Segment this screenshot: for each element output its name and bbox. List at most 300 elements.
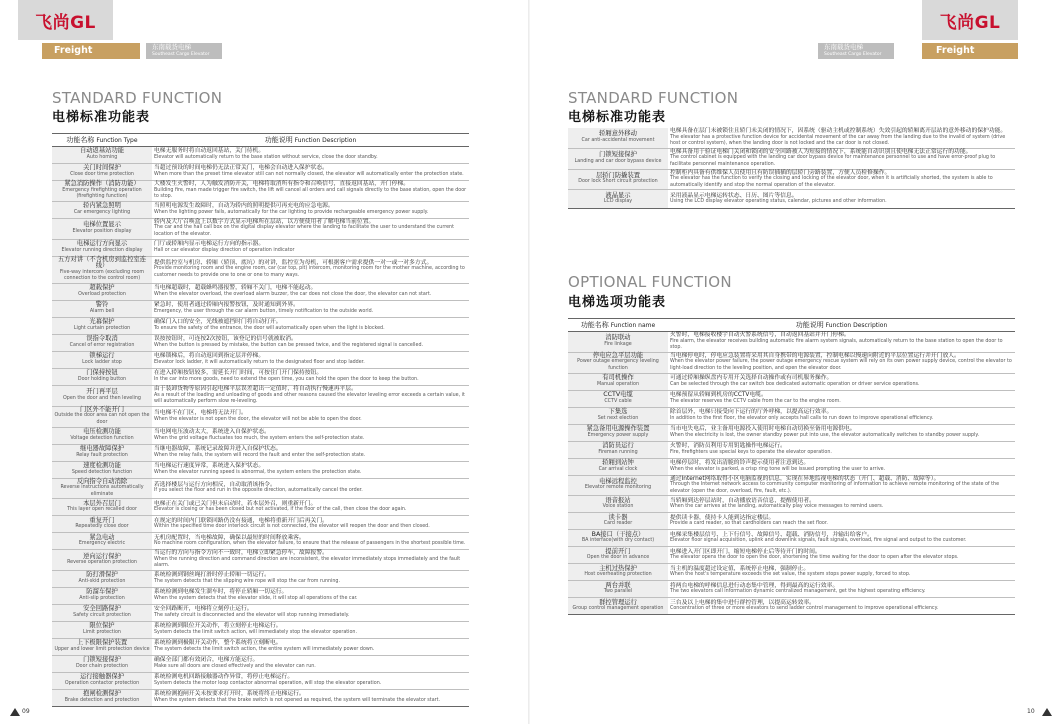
function-desc-cn: 系统检测到电梯发生溜车时，将停止轿厢一切运行。 — [154, 589, 288, 596]
table-row — [568, 407, 1015, 424]
function-name-en: Fireman running — [598, 449, 638, 455]
function-desc-en: Elevator lock ladder, it will automatically return to the designated floor and stop ladder. — [154, 359, 365, 365]
function-desc-cn: 当轿厢到达停层站时，自动播放语音信息，提醒使用者。 — [670, 497, 815, 504]
function-name-cn: 紧急备用电源操作装置 — [586, 424, 650, 432]
function-name-cn: 开门再平层 — [86, 388, 118, 396]
function-desc-cn: 电梯正在关门或已关门但未启动时，若本层外召，则重新开门。 — [154, 500, 317, 507]
function-name-cn: 提前开门 — [605, 547, 631, 555]
function-name-cell — [52, 461, 152, 478]
function-name-cell — [52, 368, 152, 385]
function-name-en: Lock ladder stop — [82, 359, 122, 365]
function-desc-cn: 系统检测到极限开关动作，整个系统将立刻断电。 — [154, 640, 282, 647]
function-name-en: Speed detection function — [71, 469, 133, 475]
function-desc-cn: 系统检测电机回路接触器动作异常，将停止电梯运行。 — [154, 674, 294, 681]
table-row — [568, 598, 1015, 615]
function-desc-cn: 除首层外，电梯只接受向下运行的厅外呼梯，以提高运行效率。 — [670, 408, 833, 415]
function-name-cn: 五方对讲（不含机房到监控室连线） — [57, 255, 147, 270]
function-desc-en: Make sure all doors are closed effectively and the elevator can run. — [154, 664, 316, 670]
function-name-cell — [52, 588, 152, 605]
function-name-en: Reverse operation protection — [67, 560, 137, 566]
function-name-cn: 误指令取消 — [86, 335, 118, 343]
function-name-cn: 运行接触器保护 — [79, 673, 125, 681]
function-name-cn: 消防联动 — [605, 334, 631, 342]
function-desc-en: When the electricity is lost, the owner standby power put into use, the elevator automatically switches to standby power supply. — [670, 432, 980, 438]
function-desc-cn: 当电梯不在门区，电梯将无法开门。 — [154, 410, 247, 417]
function-name-cn: 抱闸检测保护 — [83, 690, 121, 698]
table-row — [52, 516, 469, 533]
function-desc-cell — [152, 351, 469, 368]
function-desc-cell — [668, 475, 1015, 496]
function-name-cell — [568, 530, 668, 547]
function-desc-en: In the car into more goods, need to extend the open time, you can hold the open the door to keep the button. — [154, 376, 419, 382]
function-name-cell — [568, 169, 668, 190]
function-name-cn: 警铃 — [95, 301, 109, 309]
function-desc-cell — [668, 190, 1015, 209]
function-desc-cn: 当电网电压波动太大，系统进入自保护状态。 — [154, 428, 270, 435]
function-desc-cn: 若选择楼层与运行方向相反，自动取消该指令。 — [154, 481, 276, 488]
logo-box — [922, 0, 1018, 40]
function-name-cell — [568, 598, 668, 615]
function-desc-cell — [668, 424, 1015, 441]
function-name-en: Brake detection and protection — [64, 698, 140, 704]
table-row — [52, 351, 469, 368]
series-tag-en: Southeast Cargo Elevator — [824, 52, 882, 57]
function-name-cell — [568, 564, 668, 581]
function-desc-cn: 当照明电源发生故障时，自动为轿内的照明提供可再充电的应急电源。 — [154, 203, 334, 210]
function-desc-en: When the running direction and command direction are inconsistent, the elevator immediately stops immediately and the fault alarm. — [154, 556, 461, 569]
function-desc-cn: 可通过轿厢操纵盘内专用开关选择自动操作或有司机服务操作。 — [670, 374, 833, 381]
function-name-en: Outside the door area can not open the door — [54, 413, 150, 425]
function-name-cn: 轿厢意外移动 — [599, 130, 637, 138]
table-row — [568, 513, 1015, 530]
function-name-en: Elevator position display — [72, 228, 132, 234]
function-name-cn: 电梯远程监控 — [599, 477, 637, 485]
function-name-en: Car arrival clock — [598, 466, 638, 472]
function-desc-en: When more than the preset time elevator still can not normally closed, the elevator will automatically enter the protection state. — [154, 172, 464, 177]
table-row — [568, 332, 1015, 353]
function-name-cn: 门锁短接保护 — [599, 151, 637, 159]
function-name-cell — [52, 385, 152, 406]
function-desc-cell — [668, 530, 1015, 547]
function-desc-cell — [668, 390, 1015, 407]
function-desc-en: Using the LCD display elevator operating status, calendar, pictures and other information. — [670, 199, 887, 205]
optional-function-table — [568, 318, 1015, 615]
function-desc-cn: 由于装卸货物等原因引起电梯平层误差超出一定值时，将自动执行慢速再平层。 — [154, 385, 357, 392]
function-desc-cn: 当运行的方向与指令方向不一致时，电梯立即紧急停车，故障报警。 — [154, 550, 328, 557]
function-name-en: Open the door and then leveling — [63, 395, 141, 401]
function-name-cell — [568, 424, 668, 441]
function-name-en: Landing and car door bypass device — [574, 158, 662, 164]
function-desc-cn: 当超过预设的时间电梯仍无法正常关门，电梯会自动进入保护状态。 — [154, 165, 328, 172]
standard-function-table — [52, 133, 469, 707]
table-row — [52, 605, 469, 622]
function-desc-en: When the elevator is not open the door, the elevator will not be able to open the door. — [154, 416, 362, 422]
function-desc-cell — [152, 605, 469, 622]
function-desc-en: Elevator will automatically return to the base station without service, close the door standby. — [154, 155, 378, 160]
function-desc-cell — [668, 547, 1015, 564]
function-desc-en: The safety circuit is disconnected and the elevator will stop running immediately. — [154, 613, 350, 619]
function-desc-cell — [152, 181, 469, 202]
function-desc-cn: 当电梯停电时，停电应急装置将采用其自身携带的电源装置，控制电梯以慢速向附近的平层位置运行并开门放人。 — [670, 352, 960, 359]
function-name-cell — [52, 673, 152, 690]
function-desc-cell — [152, 478, 469, 499]
function-desc-cell — [152, 690, 469, 707]
table-row — [52, 622, 469, 639]
function-desc-cn: 当继电器故障，系统记录故障并进入自保护状态。 — [154, 445, 282, 452]
table-row — [568, 564, 1015, 581]
function-name-cn: 上下极限保护装置 — [76, 639, 128, 647]
table-row — [52, 673, 469, 690]
table-row — [568, 352, 1015, 373]
table-row — [52, 639, 469, 656]
function-desc-en: Through the Internet network access to community computer monitoring of information to achieve remote monitoring of the state of the elevator (open the door, overload, fire, fault, etc.). — [670, 482, 1000, 494]
function-desc-cn: 系统检测到钢丝绳打滑时停止轿厢一切运行。 — [154, 572, 270, 579]
function-name-cell — [52, 639, 152, 656]
function-desc-en: Building fire, man made trigger fire switch, the lift will cancel all orders and call signals directly to the base station, open the door to stop. — [154, 187, 467, 200]
table-row — [568, 373, 1015, 390]
function-name-cn: BA接口（干接点） — [591, 530, 645, 538]
function-name-cn: 紧急消防操作（消防功能） — [64, 180, 140, 187]
function-desc-cn: 电梯预留从轿厢到机房的CCTV电缆。 — [670, 391, 767, 398]
function-name-en: BA interface(with dry contact) — [581, 538, 655, 544]
table-row — [52, 427, 469, 444]
table-row — [52, 444, 469, 461]
function-desc-cn: 火警时，电梯接收楼宇自动火警系统信号，自动返回基站并开门停梯。 — [670, 332, 850, 338]
function-desc-cell — [152, 368, 469, 385]
table-row — [568, 148, 1015, 169]
table-row — [568, 424, 1015, 441]
function-desc-cn: 无机房配置时，当电梯故障，确保以最短的时间释放乘客。 — [154, 534, 305, 541]
function-desc-en: When the car arrives at the landing, automatically play voice messages to remind users. — [670, 504, 884, 510]
function-name-cell — [568, 407, 668, 424]
function-name-cn: 门区外不能开门 — [79, 405, 125, 413]
table-row — [52, 533, 469, 550]
function-desc-cell — [152, 571, 469, 588]
function-name-cell — [568, 128, 668, 148]
function-name-en: Elevator remote monitoring — [584, 485, 652, 491]
function-desc-cn: 误按按钮时，可连按2次按钮，该登记的信号就被取消。 — [154, 336, 297, 343]
function-name-cell — [568, 458, 668, 475]
function-desc-en: Can be selected through the car switch box dedicated automatic operation or driver service operations. — [670, 381, 920, 387]
table-row — [568, 128, 1015, 148]
table-row — [568, 475, 1015, 496]
function-desc-en: When the button is pressed by mistake, the button can be pressed twice, and the registered signal is cancelled. — [154, 342, 424, 348]
function-name-cn: 语音报站 — [605, 496, 631, 504]
function-name-cn: 电压检测功能 — [83, 427, 121, 435]
function-name-cn: 安全回路保护 — [83, 605, 121, 613]
table-row — [52, 201, 469, 218]
function-name-en: Anti-skid protection — [78, 579, 126, 585]
table-row — [52, 256, 469, 283]
function-desc-cn: 当电梯超载时，超载蜂鸣器报警，轿厢不关门，电梯不能起动。 — [154, 285, 317, 292]
function-name-cell — [52, 334, 152, 351]
table-row — [568, 530, 1015, 547]
function-name-en: Open the door in advance — [586, 555, 650, 561]
function-desc-cell — [152, 239, 469, 256]
function-name-en: CCTV cable — [604, 398, 632, 404]
function-name-cn: 逆向运行保护 — [83, 552, 121, 560]
function-desc-cell — [152, 427, 469, 444]
function-name-en: Close door time protection — [70, 172, 134, 177]
function-name-cell — [568, 373, 668, 390]
function-name-cn: 电梯位置显示 — [83, 221, 121, 229]
table-row — [52, 499, 469, 516]
function-name-cell — [52, 444, 152, 461]
function-desc-cn: 将两台电梯的呼梯信息进行动态集中管理，得到最高的运行效率。 — [670, 582, 839, 589]
function-desc-cn: 当主机的温度超过设定值，系统停止电梯，强制停止。 — [670, 565, 810, 572]
table-row — [568, 547, 1015, 564]
function-desc-cell — [152, 588, 469, 605]
function-desc-cn: 系统检测到限位开关动作，将立刻停止电梯运行。 — [154, 623, 282, 630]
function-name-cn: 光幕保护 — [89, 318, 115, 326]
function-name-cn: 群控管理运行 — [599, 598, 637, 606]
series-tag — [818, 43, 894, 59]
function-name-cn: 本层外召层门 — [83, 499, 121, 507]
brand-logo: 飞尚GL — [939, 12, 1001, 33]
function-desc-cell — [152, 499, 469, 516]
freight-elevator-label: Freight Elevator — [42, 43, 140, 59]
function-desc-en: The elevator opens the door to open the door, shortening the time waiting for the door to open after the elevator stops. — [670, 555, 959, 561]
function-desc-cn: 安全回路断开，电梯将立刻停止运行。 — [154, 606, 253, 613]
function-desc-cell — [152, 201, 469, 218]
series-tag-cn: 东南载货电梯 — [824, 43, 863, 51]
table-row — [52, 550, 469, 571]
table-row — [568, 496, 1015, 513]
table-row — [52, 588, 469, 605]
table-row — [568, 441, 1015, 458]
optional-section-title: OPTIONAL FUNCTION — [568, 273, 732, 291]
function-name-cn: 锁梯运行 — [89, 352, 115, 360]
function-desc-en: The system detects that the slipping wire rope will stop the car from running. — [154, 579, 340, 585]
function-name-cn: 层轿门防撬装置 — [595, 171, 641, 179]
function-name-cell — [568, 148, 668, 169]
function-name-cn: 读卡器 — [608, 513, 628, 521]
col-name-header: 功能名称 Function Type — [52, 134, 152, 147]
function-desc-en: When the system detects that the elevator slide, it will stop all operations of the car. — [154, 596, 358, 602]
function-name-cn: 超载保护 — [89, 284, 115, 292]
function-desc-cn: 当市电失电后，业主备用电源投入使用时电梯自动切换至备用电源供电。 — [670, 425, 856, 432]
function-name-cn: 继电器故障保护 — [79, 444, 125, 452]
function-name-cn: 速度检测功能 — [83, 461, 121, 469]
function-name-cn: CCTV电缆 — [603, 390, 633, 398]
function-name-cell — [52, 147, 152, 164]
function-desc-cell — [668, 148, 1015, 169]
function-name-cn: 有司机操作 — [602, 373, 634, 381]
freight-elevator-label: Freight Elevator — [922, 43, 1018, 59]
table-row — [568, 458, 1015, 475]
function-desc-en: Elevator is closing or has been closed but not activated, if the floor of the call, then close the door again. — [154, 507, 407, 513]
function-desc-cell — [668, 564, 1015, 581]
table-row — [52, 478, 469, 499]
function-name-en: Door lock Short circuit protection — [578, 179, 658, 185]
function-name-en: Safety circuit protection — [73, 613, 131, 619]
function-name-cn: 门锁短接保护 — [83, 656, 121, 664]
function-desc-en: The control cabinet is equipped with the landing car door bypass device for maintenance personnel to use and have error-proof plug to facilitate personnel maintenance operation. — [670, 155, 996, 167]
function-desc-cn: 系统检测抱闸开关未按要求打开时，系统将终止电梯运行。 — [154, 691, 305, 698]
col-desc-header: 功能说明 Function Description — [668, 319, 1015, 332]
function-name-cn: 重复开门 — [89, 516, 115, 524]
table-row — [568, 581, 1015, 598]
function-name-cell — [568, 390, 668, 407]
function-name-en: Alarm bell — [89, 308, 115, 314]
function-name-en: Repeatedly close door — [75, 524, 129, 530]
function-desc-en: To ensure the safety of the entrance, the door will automatically open when the light is blocked. — [154, 325, 385, 331]
table-row — [52, 218, 469, 239]
function-name-cell — [52, 406, 152, 427]
function-desc-cell — [152, 256, 469, 283]
function-desc-cell — [152, 516, 469, 533]
table-row — [52, 283, 469, 300]
function-name-cn: 紧急电动 — [89, 533, 115, 541]
function-desc-cn: 电梯进入开门区即开门，缩短电梯停止后等待开门的时间。 — [670, 548, 821, 555]
function-name-cn: 自动返基站功能 — [79, 147, 125, 155]
function-desc-en: When the elevator is parked, a crisp ring tone will be issued prompting the user to arrive. — [670, 466, 886, 472]
function-name-cn: 电梯运行方向显示 — [76, 239, 128, 247]
function-name-cell — [52, 605, 152, 622]
function-name-cell — [568, 513, 668, 530]
function-name-cn: 两台并联 — [605, 581, 631, 589]
function-name-cell — [52, 533, 152, 550]
function-name-en: Emergency electric — [78, 541, 126, 547]
function-desc-en: Emergency, the user through the car alarm button, timely notification to the outside world. — [154, 308, 374, 314]
function-desc-cell — [152, 656, 469, 673]
function-name-cn: 门保持按钮 — [86, 369, 118, 377]
function-desc-en: No machine room configuration, when the elevator failure, to ensure that the release of passengers in the shortest possible time. — [154, 541, 466, 547]
function-name-cell — [52, 239, 152, 256]
function-desc-en: When the elevator overload, the overload alarm buzzer, the car does not close the door, the elevator can not start. — [154, 291, 432, 297]
optional-section-title-cn: 电梯选项功能表 — [568, 295, 667, 310]
function-desc-cn: 大楼发生火警时，人为触发消防开关，电梯将取消所有指令和召唤信号，直接返回基站，开门停梯。 — [154, 181, 410, 187]
function-desc-en: Concentration of three or more elevators to send ladder control management to improve operational efficiency. — [670, 606, 939, 612]
function-desc-cn: 当电梯运行速度异常，系统进入保护状态。 — [154, 462, 265, 469]
function-name-cell — [52, 478, 152, 499]
page-number: 10 — [1027, 708, 1035, 715]
function-desc-cell — [152, 317, 469, 334]
function-desc-cell — [668, 513, 1015, 530]
table-row — [52, 461, 469, 478]
table-row — [52, 147, 469, 164]
function-name-en: Limit protection — [83, 630, 121, 636]
function-name-en: Fire linkage — [604, 341, 632, 347]
function-name-cell — [568, 352, 668, 373]
function-name-en: Voice station — [602, 504, 634, 510]
function-name-cell — [52, 656, 152, 673]
page-number: 09 — [22, 708, 30, 715]
function-desc-en: Fire, firefighters use special keys to operate the elevator operation. — [670, 449, 832, 455]
left-page — [0, 0, 529, 724]
function-name-cn: 关门时间保护 — [83, 164, 121, 172]
function-desc-cell — [668, 598, 1015, 615]
function-name-en: Manual operation — [597, 381, 639, 387]
function-desc-cell — [152, 673, 469, 690]
function-name-en: Two parallel — [603, 589, 633, 595]
table-row — [568, 169, 1015, 190]
function-desc-en: When the system detects that the brake switch is not opened as required, the system will terminate the elevator start. — [154, 698, 441, 704]
function-name-en: Car anti-accidental movement — [581, 137, 655, 143]
function-desc-cell — [152, 622, 469, 639]
function-name-en: Relay fault protection — [76, 452, 128, 458]
function-name-cell — [52, 622, 152, 639]
function-name-en: Operation contactor protection — [64, 681, 140, 687]
function-name-en: Voltage detection function — [70, 435, 134, 441]
right-page — [530, 0, 1059, 724]
function-name-cell — [52, 427, 152, 444]
function-desc-en: Provide monitoring room and the engine room, car (car top, pit) intercom, monitoring room for the mother machine, according to customer needs to provide one to one or one to many ways. — [154, 266, 465, 279]
function-desc-cell — [152, 406, 469, 427]
function-name-en: Light curtain protection — [73, 325, 131, 331]
page-corner-icon — [10, 708, 20, 716]
function-desc-cell — [668, 332, 1015, 353]
function-desc-cell — [152, 533, 469, 550]
function-desc-cell — [152, 385, 469, 406]
table-row — [52, 571, 469, 588]
function-name-cell — [568, 441, 668, 458]
series-tag-en: Southeast Cargo Elevator — [152, 52, 210, 57]
function-desc-en: As a result of the loading and unloading of goods and other reasons caused the elevator leveling error exceeds a certain value, it will automatically perform slow re-leveling. — [154, 392, 465, 405]
table-row — [52, 300, 469, 317]
function-name-en: Elevator running direction display — [61, 247, 143, 253]
function-name-en: Power outage emergency leveling function — [577, 359, 659, 371]
function-desc-en: System detects the limit switch action, will immediately stop the elevator operation. — [154, 630, 357, 636]
function-name-en: Emergency firefighting operation (firefighting function) — [62, 187, 142, 200]
standard-function-table-cont — [568, 128, 1015, 209]
section-title-cn: 电梯标准功能表 — [52, 110, 151, 125]
table-row — [52, 334, 469, 351]
function-desc-cn: 提供读卡器，使持卡人能到达指定楼层。 — [670, 514, 775, 521]
function-desc-en: Provide a card reader, so that cardholders can reach the set floor. — [670, 521, 828, 527]
function-name-en: Auto homing — [86, 155, 118, 160]
function-desc-cn: 电梯具备在层门未被锁住且轿门未关闭的情况下，因系统（驱动主机或控制系统）失效引起的轿厢离开层站的意外移动的保护功能。 — [670, 128, 1007, 134]
function-desc-en: System detects the motor loop contactor abnormal operation, will stop the elevator operation. — [154, 681, 382, 687]
function-desc-cn: 电梯无服务时将自动返回基站，关门待机。 — [154, 148, 265, 155]
page-corner-icon — [1042, 708, 1052, 716]
function-desc-en: Hall or car elevator display direction of operation indicator — [154, 247, 295, 253]
function-desc-cell — [668, 581, 1015, 598]
function-name-cell — [52, 201, 152, 218]
function-name-en: Card reader — [603, 521, 633, 527]
function-desc-cell — [152, 300, 469, 317]
function-name-cn: 停电应急平层功能 — [592, 351, 644, 359]
col-name-header: 功能名称 Function name — [568, 319, 668, 332]
table-header-row — [568, 319, 1015, 332]
function-desc-cell — [668, 407, 1015, 424]
table-row — [52, 181, 469, 202]
function-desc-cell — [668, 441, 1015, 458]
function-name-en: Reverse instructions automatically eliminate — [60, 485, 144, 497]
function-desc-cn: 控制柜内具备有供维保人员使用且有防误插插的层轿门旁路装置，方便人员检修操作。 — [670, 169, 891, 176]
function-desc-en: When the lighting power fails, automatically for the car lighting to provide rechargeable emergency power supply. — [154, 209, 429, 215]
function-desc-en: When the grid voltage fluctuates too much, the system enters the self-protection state. — [154, 435, 365, 441]
function-name-en: Overload protection — [78, 291, 126, 297]
function-desc-en: Elevator floor signal acquisition, uplink and downlink signals, fault signals, overload, fire signal and output to the customer. — [670, 538, 967, 544]
function-desc-en: When the elevator running speed is abnormal, the system enters the protection state. — [154, 469, 362, 475]
function-name-cell — [52, 164, 152, 181]
function-desc-en: When the relay fails, the system will record the fault and enter the self-protection state. — [154, 452, 366, 458]
function-name-cn: 反向指令自动消除 — [76, 477, 128, 485]
function-desc-cell — [152, 461, 469, 478]
function-name-cell — [52, 550, 152, 571]
series-tag-cn: 东南载货电梯 — [152, 43, 191, 51]
function-desc-cell — [152, 218, 469, 239]
function-name-cn: 轿厢到站钟 — [602, 458, 634, 466]
function-desc-en: When the elevator power failure, the power outage emergency rescue system will rely on its own power supply device, control the elevator to light-load direction to the leveling position, and open the elevator door. — [670, 359, 1012, 371]
function-desc-cell — [152, 283, 469, 300]
function-name-cn: 下集选 — [608, 407, 628, 415]
function-name-cell — [52, 516, 152, 533]
function-desc-en: The car and the hall call box on the digital display elevator where the landing to facilitate the user to understand the current location of the elevator. — [154, 225, 454, 237]
function-desc-cell — [668, 169, 1015, 190]
table-row — [52, 406, 469, 427]
